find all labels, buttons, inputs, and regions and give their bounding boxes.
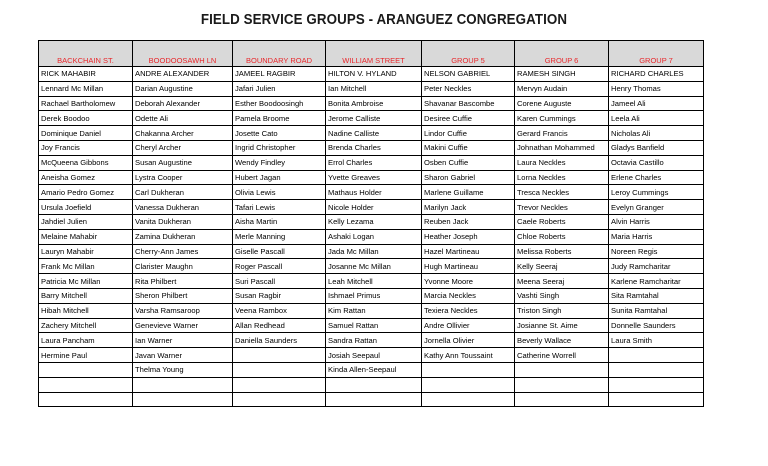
table-cell: Cheryl Archer [133, 140, 233, 155]
table-cell [515, 377, 609, 392]
table-row [39, 392, 704, 407]
table-cell: Sandra Rattan [326, 333, 422, 348]
table-cell: Lindor Cuffie [422, 126, 515, 141]
table-cell: Lennard Mc Millan [39, 81, 133, 96]
table-cell: Josanne Mc Millan [326, 259, 422, 274]
table-row [39, 229, 704, 244]
table-cell: Clarister Maughn [133, 259, 233, 274]
table-cell: Bonita Ambroise [326, 96, 422, 111]
table-cell [39, 362, 133, 377]
table-cell [233, 362, 326, 377]
table-cell: Susan Ragbir [233, 288, 326, 303]
column-header: BOUNDARY ROAD [233, 41, 326, 67]
table-row [39, 303, 704, 318]
table-row [39, 377, 704, 392]
table-cell: Merle Manning [233, 229, 326, 244]
table-cell: Patricia Mc Millan [39, 274, 133, 289]
table-cell: Mervyn Audain [515, 81, 609, 96]
column-header: BACKCHAIN ST. [39, 41, 133, 67]
table-cell: Melissa Roberts [515, 244, 609, 259]
table-cell: Octavia Castillo [609, 155, 704, 170]
table-cell: Jerome Calliste [326, 111, 422, 126]
table-row [39, 244, 704, 259]
table-cell: Roger Pascall [233, 259, 326, 274]
table-cell [609, 362, 704, 377]
table-cell: Shavanar Bascombe [422, 96, 515, 111]
table-cell: Josette Cato [233, 126, 326, 141]
table-cell: Beverly Wallace [515, 333, 609, 348]
table-row [39, 362, 704, 377]
table-cell: Tafari Lewis [233, 200, 326, 215]
table-cell: RAMESH SINGH [515, 67, 609, 82]
table-cell: Amario Pedro Gomez [39, 185, 133, 200]
table-cell [133, 392, 233, 407]
table-cell: Donnelle Saunders [609, 318, 704, 333]
table-cell: Corene Auguste [515, 96, 609, 111]
table-cell: Olivia Lewis [233, 185, 326, 200]
table-cell: Aneisha Gomez [39, 170, 133, 185]
table-cell: Hermine Paul [39, 348, 133, 363]
table-cell: Gladys Banfield [609, 140, 704, 155]
table-row [39, 185, 704, 200]
table-cell: Laura Pancham [39, 333, 133, 348]
table-row [39, 126, 704, 141]
table-cell: Sharon Gabriel [422, 170, 515, 185]
table-cell: Caele Roberts [515, 214, 609, 229]
table-cell: Jornella Olivier [422, 333, 515, 348]
table-cell: Alvin Harris [609, 214, 704, 229]
table-cell: Nadine Calliste [326, 126, 422, 141]
table-cell: JAMEEL RAGBIR [233, 67, 326, 82]
table-row [39, 81, 704, 96]
column-header: BOODOOSAWH LN [133, 41, 233, 67]
table-cell [609, 348, 704, 363]
table-cell: Sita Ramtahal [609, 288, 704, 303]
service-groups-table [38, 40, 704, 407]
table-cell: Kinda Allen-Seepaul [326, 362, 422, 377]
table-cell: Barry Mitchell [39, 288, 133, 303]
column-header: GROUP 6 [515, 41, 609, 67]
table-cell: Esther Boodoosingh [233, 96, 326, 111]
table-cell: Ishmael Primus [326, 288, 422, 303]
table-cell: Jafari Julien [233, 81, 326, 96]
table-cell: Rachael Bartholomew [39, 96, 133, 111]
table-cell: Daniella Saunders [233, 333, 326, 348]
table-cell: Marilyn Jack [422, 200, 515, 215]
table-row [39, 96, 704, 111]
table-cell: Evelyn Granger [609, 200, 704, 215]
table-cell: Chakanna Archer [133, 126, 233, 141]
table-cell: Derek Boodoo [39, 111, 133, 126]
table-cell: Peter Neckles [422, 81, 515, 96]
table-cell: Tresca Neckles [515, 185, 609, 200]
table-row [39, 348, 704, 363]
table-cell: Hubert Jagan [233, 170, 326, 185]
table-cell: Johnathan Mohammed [515, 140, 609, 155]
table-cell: Giselle Pascall [233, 244, 326, 259]
table-cell: Yvette Greaves [326, 170, 422, 185]
table-cell: Zachery Mitchell [39, 318, 133, 333]
table-cell [39, 392, 133, 407]
table-cell: Ian Mitchell [326, 81, 422, 96]
table-row [39, 170, 704, 185]
table-cell: Reuben Jack [422, 214, 515, 229]
table-cell: Kelly Seeraj [515, 259, 609, 274]
table-cell: Josiah Seepaul [326, 348, 422, 363]
table-cell: Deborah Alexander [133, 96, 233, 111]
table-cell [422, 377, 515, 392]
column-header: GROUP 7 [609, 41, 704, 67]
table-cell: Aisha Martin [233, 214, 326, 229]
table-cell: Cherry-Ann James [133, 244, 233, 259]
table-row [39, 200, 704, 215]
table-cell: Vanessa Dukheran [133, 200, 233, 215]
column-header: GROUP 5 [422, 41, 515, 67]
table-row [39, 333, 704, 348]
table-cell: Errol Charles [326, 155, 422, 170]
table-cell: Leela Ali [609, 111, 704, 126]
table-cell: Maria Harris [609, 229, 704, 244]
table-cell: Gerard Francis [515, 126, 609, 141]
table-cell: Marlene Guillame [422, 185, 515, 200]
table-cell: Nicholas Ali [609, 126, 704, 141]
table-cell: Susan Augustine [133, 155, 233, 170]
table-row [39, 214, 704, 229]
table-cell: Karlene Ramcharitar [609, 274, 704, 289]
table-cell: McQueena Gibbons [39, 155, 133, 170]
table-cell: Thelma Young [133, 362, 233, 377]
table-cell: Noreen Regis [609, 244, 704, 259]
table-cell [515, 362, 609, 377]
table-cell: Heather Joseph [422, 229, 515, 244]
table-row [39, 67, 704, 82]
table-cell [233, 392, 326, 407]
table-cell [609, 392, 704, 407]
table-cell: Ashaki Logan [326, 229, 422, 244]
table-cell: Darian Augustine [133, 81, 233, 96]
table-cell: Zamina Dukheran [133, 229, 233, 244]
table-cell: Genevieve Warner [133, 318, 233, 333]
table-cell: RICHARD CHARLES [609, 67, 704, 82]
table-cell: Marcia Neckles [422, 288, 515, 303]
table-cell: Allan Redhead [233, 318, 326, 333]
table-cell [422, 362, 515, 377]
table-cell: Ian Warner [133, 333, 233, 348]
table-cell: Jada Mc Millan [326, 244, 422, 259]
table-body [39, 67, 704, 407]
table-cell: Frank Mc Millan [39, 259, 133, 274]
table-cell: Nicole Holder [326, 200, 422, 215]
table-row [39, 140, 704, 155]
table-cell: Jameel Ali [609, 96, 704, 111]
table-cell: Erlene Charles [609, 170, 704, 185]
table-cell: Triston Singh [515, 303, 609, 318]
page-title: FIELD SERVICE GROUPS - ARANGUEZ CONGREGATION [200, 12, 568, 28]
table-cell [233, 377, 326, 392]
table-row [39, 274, 704, 289]
table-cell: Trevor Neckles [515, 200, 609, 215]
table-cell: Dominique Daniel [39, 126, 133, 141]
table-cell [326, 377, 422, 392]
column-header: WILLIAM STREET [326, 41, 422, 67]
table-cell: Leah Mitchell [326, 274, 422, 289]
table-row [39, 288, 704, 303]
table-cell: Kathy Ann Toussaint [422, 348, 515, 363]
table-row [39, 259, 704, 274]
table-cell: Kim Rattan [326, 303, 422, 318]
table-cell: Jahdiel Julien [39, 214, 133, 229]
table-cell: Javan Warner [133, 348, 233, 363]
table-cell: Vanita Dukheran [133, 214, 233, 229]
table-cell: Hugh Martineau [422, 259, 515, 274]
table-cell [422, 392, 515, 407]
table-cell: Odette Ali [133, 111, 233, 126]
table-cell: Rita Philbert [133, 274, 233, 289]
table-cell: Brenda Charles [326, 140, 422, 155]
table-cell: Pamela Broome [233, 111, 326, 126]
table-cell: HILTON V. HYLAND [326, 67, 422, 82]
table-cell: Carl Dukheran [133, 185, 233, 200]
table-row [39, 318, 704, 333]
table-cell: Henry Thomas [609, 81, 704, 96]
table-cell: Texiera Neckles [422, 303, 515, 318]
table-cell: RICK MAHABIR [39, 67, 133, 82]
table-cell: Wendy Findley [233, 155, 326, 170]
table-cell: Judy Ramcharitar [609, 259, 704, 274]
table-cell [515, 392, 609, 407]
table-row [39, 155, 704, 170]
table-cell: ANDRE ALEXANDER [133, 67, 233, 82]
table-cell: Mathaus Holder [326, 185, 422, 200]
table-cell: Joy Francis [39, 140, 133, 155]
header-row [39, 41, 704, 67]
table-cell: Samuel Rattan [326, 318, 422, 333]
table-cell: Sunita Ramtahal [609, 303, 704, 318]
table-cell: Hibah Mitchell [39, 303, 133, 318]
table-cell: Catherine Worrell [515, 348, 609, 363]
table-cell [39, 377, 133, 392]
table-cell: Varsha Ramsaroop [133, 303, 233, 318]
table-cell: Chloe Roberts [515, 229, 609, 244]
table-cell: Osben Cuffie [422, 155, 515, 170]
table-cell: Laura Smith [609, 333, 704, 348]
table-cell: Lystra Cooper [133, 170, 233, 185]
table-cell: Desiree Cuffie [422, 111, 515, 126]
table-cell [133, 377, 233, 392]
table-cell: Makini Cuffie [422, 140, 515, 155]
table-cell: Karen Cummings [515, 111, 609, 126]
table-cell: Lorna Neckles [515, 170, 609, 185]
table-cell: Melaine Mahabir [39, 229, 133, 244]
table-cell: Andre Ollivier [422, 318, 515, 333]
table-cell: Ursula Joefield [39, 200, 133, 215]
table-cell: Sheron Philbert [133, 288, 233, 303]
table-cell: NELSON GABRIEL [422, 67, 515, 82]
table-cell: Suri Pascall [233, 274, 326, 289]
table-cell: Kelly Lezama [326, 214, 422, 229]
table-cell: Ingrid Christopher [233, 140, 326, 155]
table-cell: Josianne St. Aime [515, 318, 609, 333]
table-cell: Meena Seeraj [515, 274, 609, 289]
table-cell: Yvonne Moore [422, 274, 515, 289]
table-cell: Lauryn Mahabir [39, 244, 133, 259]
table-cell [609, 377, 704, 392]
table-cell [326, 392, 422, 407]
table-row [39, 111, 704, 126]
table-cell: Vashti Singh [515, 288, 609, 303]
table-cell: Veena Rambox [233, 303, 326, 318]
table-cell: Laura Neckles [515, 155, 609, 170]
table-cell: Hazel Martineau [422, 244, 515, 259]
table-cell: Leroy Cummings [609, 185, 704, 200]
table-cell [233, 348, 326, 363]
